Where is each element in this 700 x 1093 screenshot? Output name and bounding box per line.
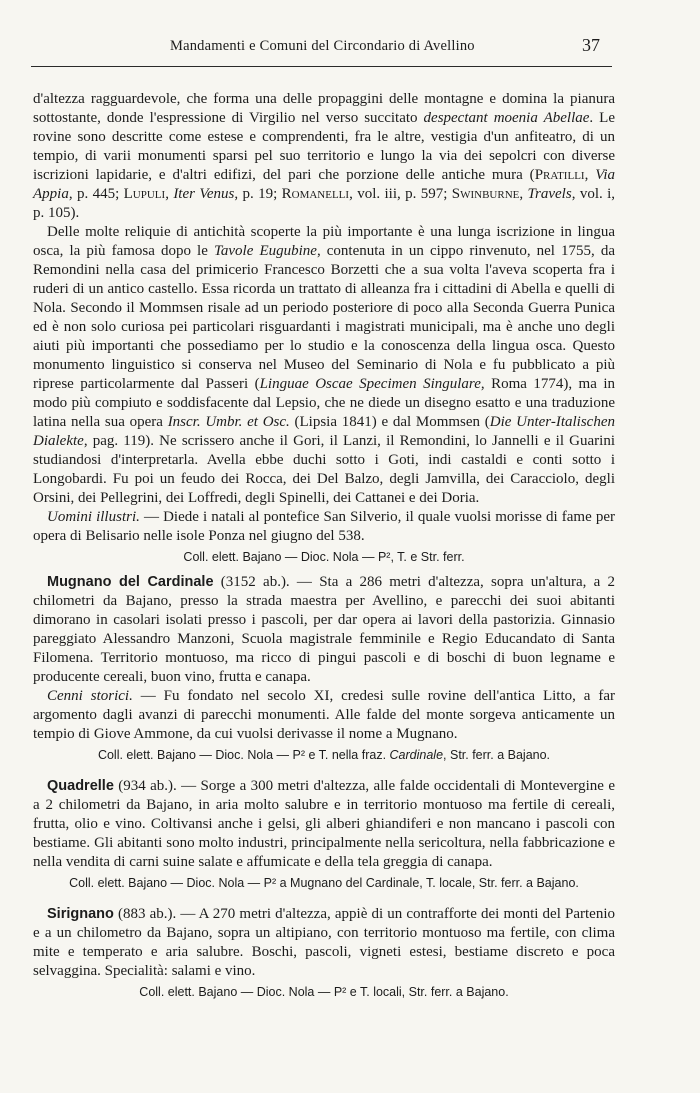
running-title: Mandamenti e Comuni del Circondario di Avellino <box>170 38 475 54</box>
abella-paragraph-illustrious: Uomini illustri. — Diede i natali al pontefice San Silverio, il quale vuolsi morisse di fame per opera di Belisario nelle isole Ponza nel giugno del 538. <box>33 509 615 544</box>
quadrelle-heading: Quadrelle <box>47 778 114 794</box>
mugnano-heading: Mugnano del Cardinale <box>47 574 214 590</box>
page-number: 37 <box>582 35 600 55</box>
page-header <box>30 35 600 62</box>
header-rule <box>31 66 612 67</box>
sirignano-heading: Sirignano <box>47 906 114 922</box>
sirignano-reference-line: Coll. elett. Bajano — Dioc. Nola — P² e T. locali, Str. ferr. a Bajano. <box>139 985 509 999</box>
abella-paragraph-ruins: d'altezza ragguardevole, che forma una delle propaggini delle montagne e domina la pianura sottostante, donde l'espressione di Virgilio nel verso succitato despectant moenia Abellae. Le rovine sono descritte come estese e comprendenti, fra le altre, vestigia d'un anfiteatro, di un tempio, di varii monumenti sparsi pel suo territorio e lungo la via dei sepolcri con diverse iscrizioni lapidarie, e d'altri edifizi, del pari che porzione delle antiche mura (Pratilli, Via Appia, p. 445; Lupuli, Iter Venus, p. 19; Romanelli, vol. iii, p. 597; Swinburne, Travels, vol. i, p. 105). <box>33 91 616 221</box>
page-body <box>33 90 615 1002</box>
mugnano-paragraph: Mugnano del Cardinale (3152 ab.). — Sta a 286 metri d'altezza, sopra un'altura, a 2 chilometri da Bajano, presso la strada maestra per Avellino, e parecchi dei suoi abitanti dimorano in casolari isolati presso i pascoli, per dar opera ai lavori della pastorizia. Ginnasio pareggiato Alessandro Manzoni, Scuola magistrale femminile e Regio Educandato di Santa Filomena. Territorio montuoso, ma ricco di pingui pascoli e di boschi di buon legname e producente cereali, buon vino, frutta e canapa. <box>33 574 616 685</box>
quadrelle-paragraph: Quadrelle (934 ab.). — Sorge a 300 metri d'altezza, alle falde occidentali di Montevergine e a 2 chilometri da Bajano, in aria molto salubre e in territorio montuoso ma fertile di cereali, frutta, olio e vino. Coltivansi anche i gelsi, gli alberi ghiandiferi e non mancano i pascoli con bestiame. Gli abitanti sono molto industri, principalmente nella sericoltura, nella fabbricazione e nella vendita di carni suine salate e affumicate e della tela greggia di canapa. <box>33 778 615 870</box>
mugnano-reference-line: Coll. elett. Bajano — Dioc. Nola — P² e T. nella fraz. Cardinale, Str. ferr. a Bajano. <box>97 748 551 762</box>
sirignano-paragraph: Sirignano (883 ab.). — A 270 metri d'altezza, appiè di un contrafforte dei monti del Partenio e a un chilometro da Bajano, sopra un altipiano, con territorio montuoso ma fertile, con clima mite e temperato e aria salubre. Boschi, pascoli, vigneti estesi, bestiame discreto e poca selvaggina. Specialità: salami e vino. <box>33 906 615 979</box>
abella-paragraph-inscription: Delle molte reliquie di antichità scoperte la più importante è una lunga iscrizione in lingua osca, la più famosa dopo le Tavole Eugubine, contenuta in un cippo rinvenuto, nel 1755, da Remondini nella casa del primicerio Francesco Borzetti che a sua volta l'aveva scoperta fra i ruderi di un antico castello. Essa ricorda un trattato di alleanza fra i cittadini di Abella e quelli di Nola. Secondo il Mommsen risale ad un periodo posteriore di poco alla Seconda Guerra Punica ed è non solo curiosa pei particolari risguardanti i magistrati municipali, ma è anche uno degli aiuti più importanti che possediamo per lo studio e la conoscenza della lingua osca. Questo monumento linguistico si conserva nel Museo del Seminario di Nola e fu pubblicato a più riprese particolarmente dal Passeri (Linguae Oscae Specimen Singulare, Roma 1774), ma in modo più compiuto e soddisfacente dal Lepsio, che ne diede un disegno esatto e una traduzione latina nella sua opera Inscr. Umbr. et Osc. (Lipsia 1841) e dal Mommsen (Die Unter-Italischen Dialekte, pag. 119). Ne scrissero anche il Gori, il Lanzi, il Remondini, lo Jannelli e il Guarini studiandosi d'interpretarla. Avella ebbe duchi sotto i Goti, indi castaldi e conti sotto i Longobardi. Fu poi un feudo dei Rocca, dei Del Balzo, degli Jamvilla, dei Caracciolo, degli Orsini, dei Pellegrini, dei Loffredi, degli Spinelli, dei Cattanei e dei Doria. <box>33 224 616 506</box>
mugnano-history-paragraph: Cenni storici. — Fu fondato nel secolo XI, credesi sulle rovine dell'antica Litto, a far argomento dagli avanzi di parecchi monumenti. Alle falde del monte sorgeva anticamente un tempio di Giove Ammone, da cui vuolsi derivasse il nome a Mugnano. <box>33 688 616 742</box>
abella-reference-line: Coll. elett. Bajano — Dioc. Nola — P², T. e Str. ferr. <box>183 550 465 564</box>
quadrelle-reference-line: Coll. elett. Bajano — Dioc. Nola — P² a Mugnano del Cardinale, T. locale, Str. ferr. a Bajano. <box>69 876 579 890</box>
